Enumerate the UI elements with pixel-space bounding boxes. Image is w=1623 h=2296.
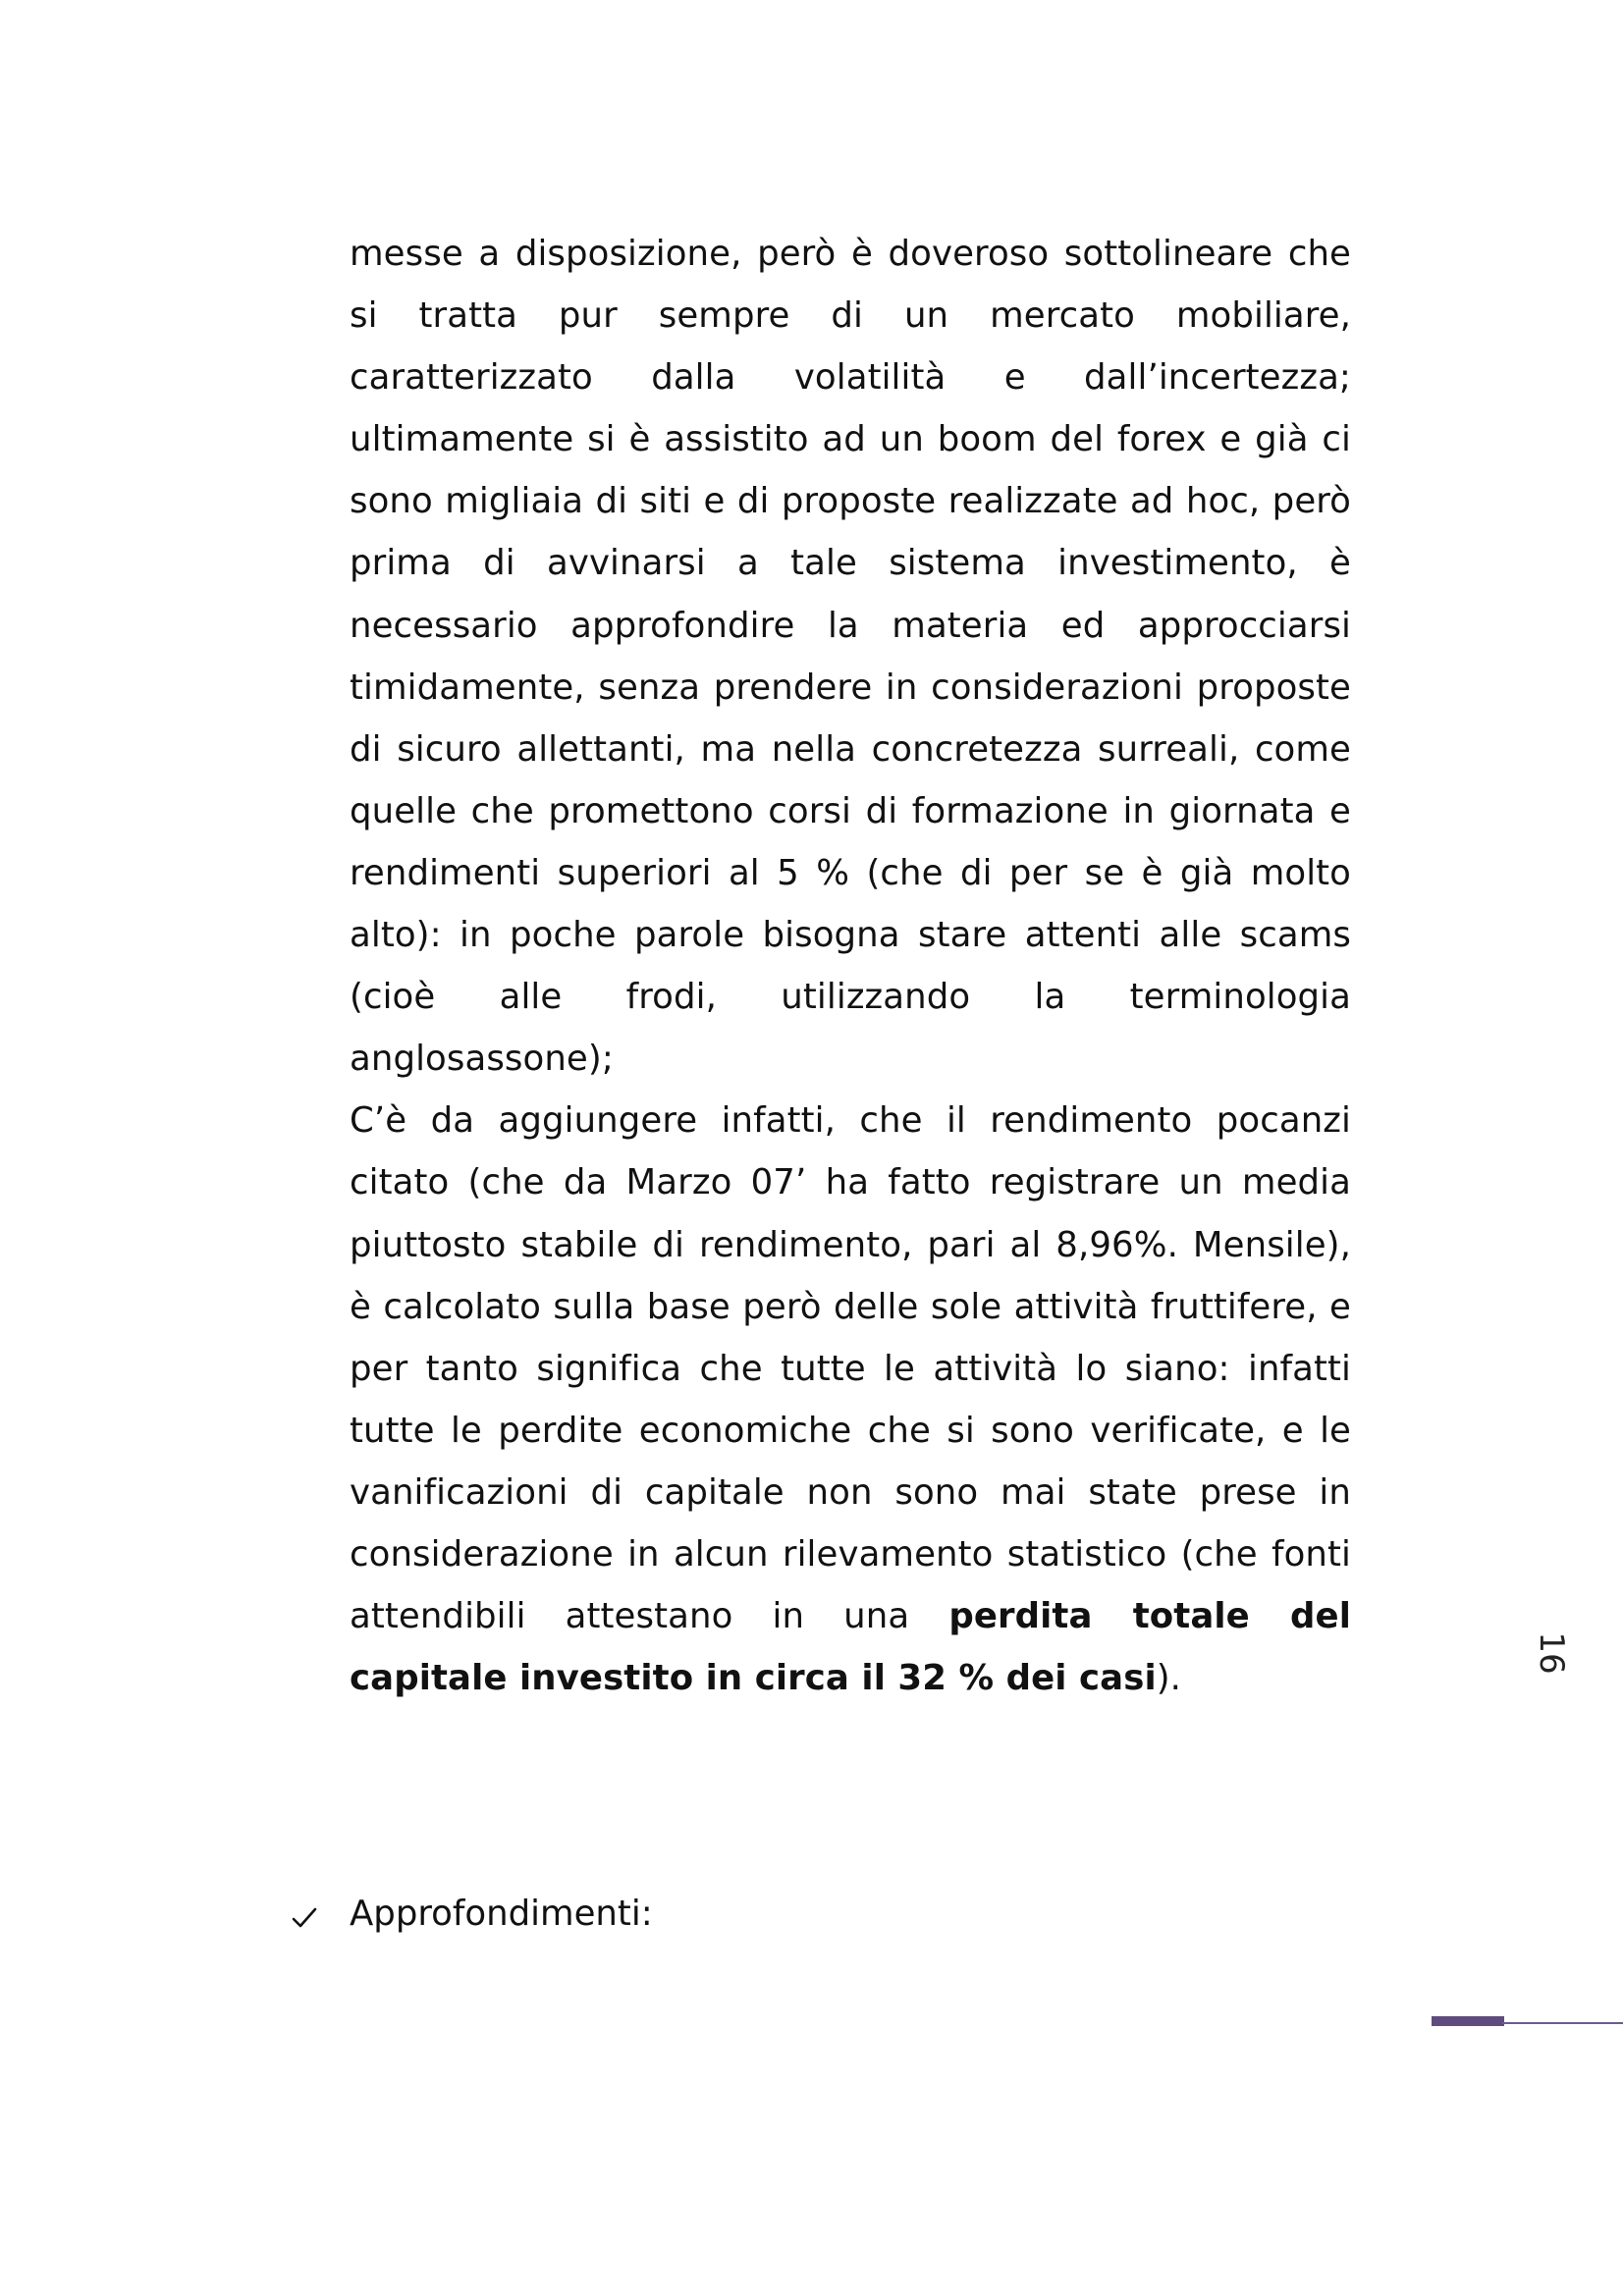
bullet-label: Approfondimenti: <box>350 1894 653 1934</box>
bullet-item <box>291 1883 653 1945</box>
paragraph-2-text: C’è da aggiungere infatti, che il rendimento pocanzi citato (che da Marzo 07’ ha fatto registrare un media piuttosto stabile di rendimento, pari al 8,96%. Mensile), è calcolato sulla base però delle sole attività fruttifere, e per tanto significa che tutte le attività lo siano: infatti tutte le perdite economiche che si sono verificate, e le vanificazioni di capitale non sono mai state prese in considerazione in alcun rilevamento statistico (che fonti attendibili attestano in una <box>350 1100 1351 1637</box>
paragraph-2-bold: perdita totale del capitale investito in circa il 32 % dei casi <box>350 1596 1351 1699</box>
checkmark-icon <box>291 1900 318 1928</box>
footer-rule <box>1502 2022 1623 2024</box>
paragraph-2-tail: ). <box>1156 1658 1182 1699</box>
paragraph-1: messe a disposizione, però è doveroso sottolineare che si tratta pur sempre di un mercato mobiliare, caratterizzato dalla volatilità e dall’incertezza; ultimamente si è assistito ad un boom del forex e già ci sono migliaia di siti e di proposte realizzate ad hoc, però prima di avvinarsi a tale sistema investimento, è necessario approfondire la materia ed approcciarsi timidamente, senza prendere in considerazioni proposte di sicuro allettanti, ma nella concretezza surreali, come quelle che promettono corsi di formazione in giornata e rendimenti superiori al 5 % (che di per se è già molto alto): in poche parole bisogna stare attenti alle scams (cioè alle frodi, utilizzando la terminologia anglosassone); <box>350 234 1351 1080</box>
footer-accent-bar <box>1432 2016 1504 2026</box>
paragraph-2 <box>350 1090 1351 1709</box>
body-text <box>350 223 1351 1709</box>
page-number: 16 <box>1532 1631 1571 1675</box>
